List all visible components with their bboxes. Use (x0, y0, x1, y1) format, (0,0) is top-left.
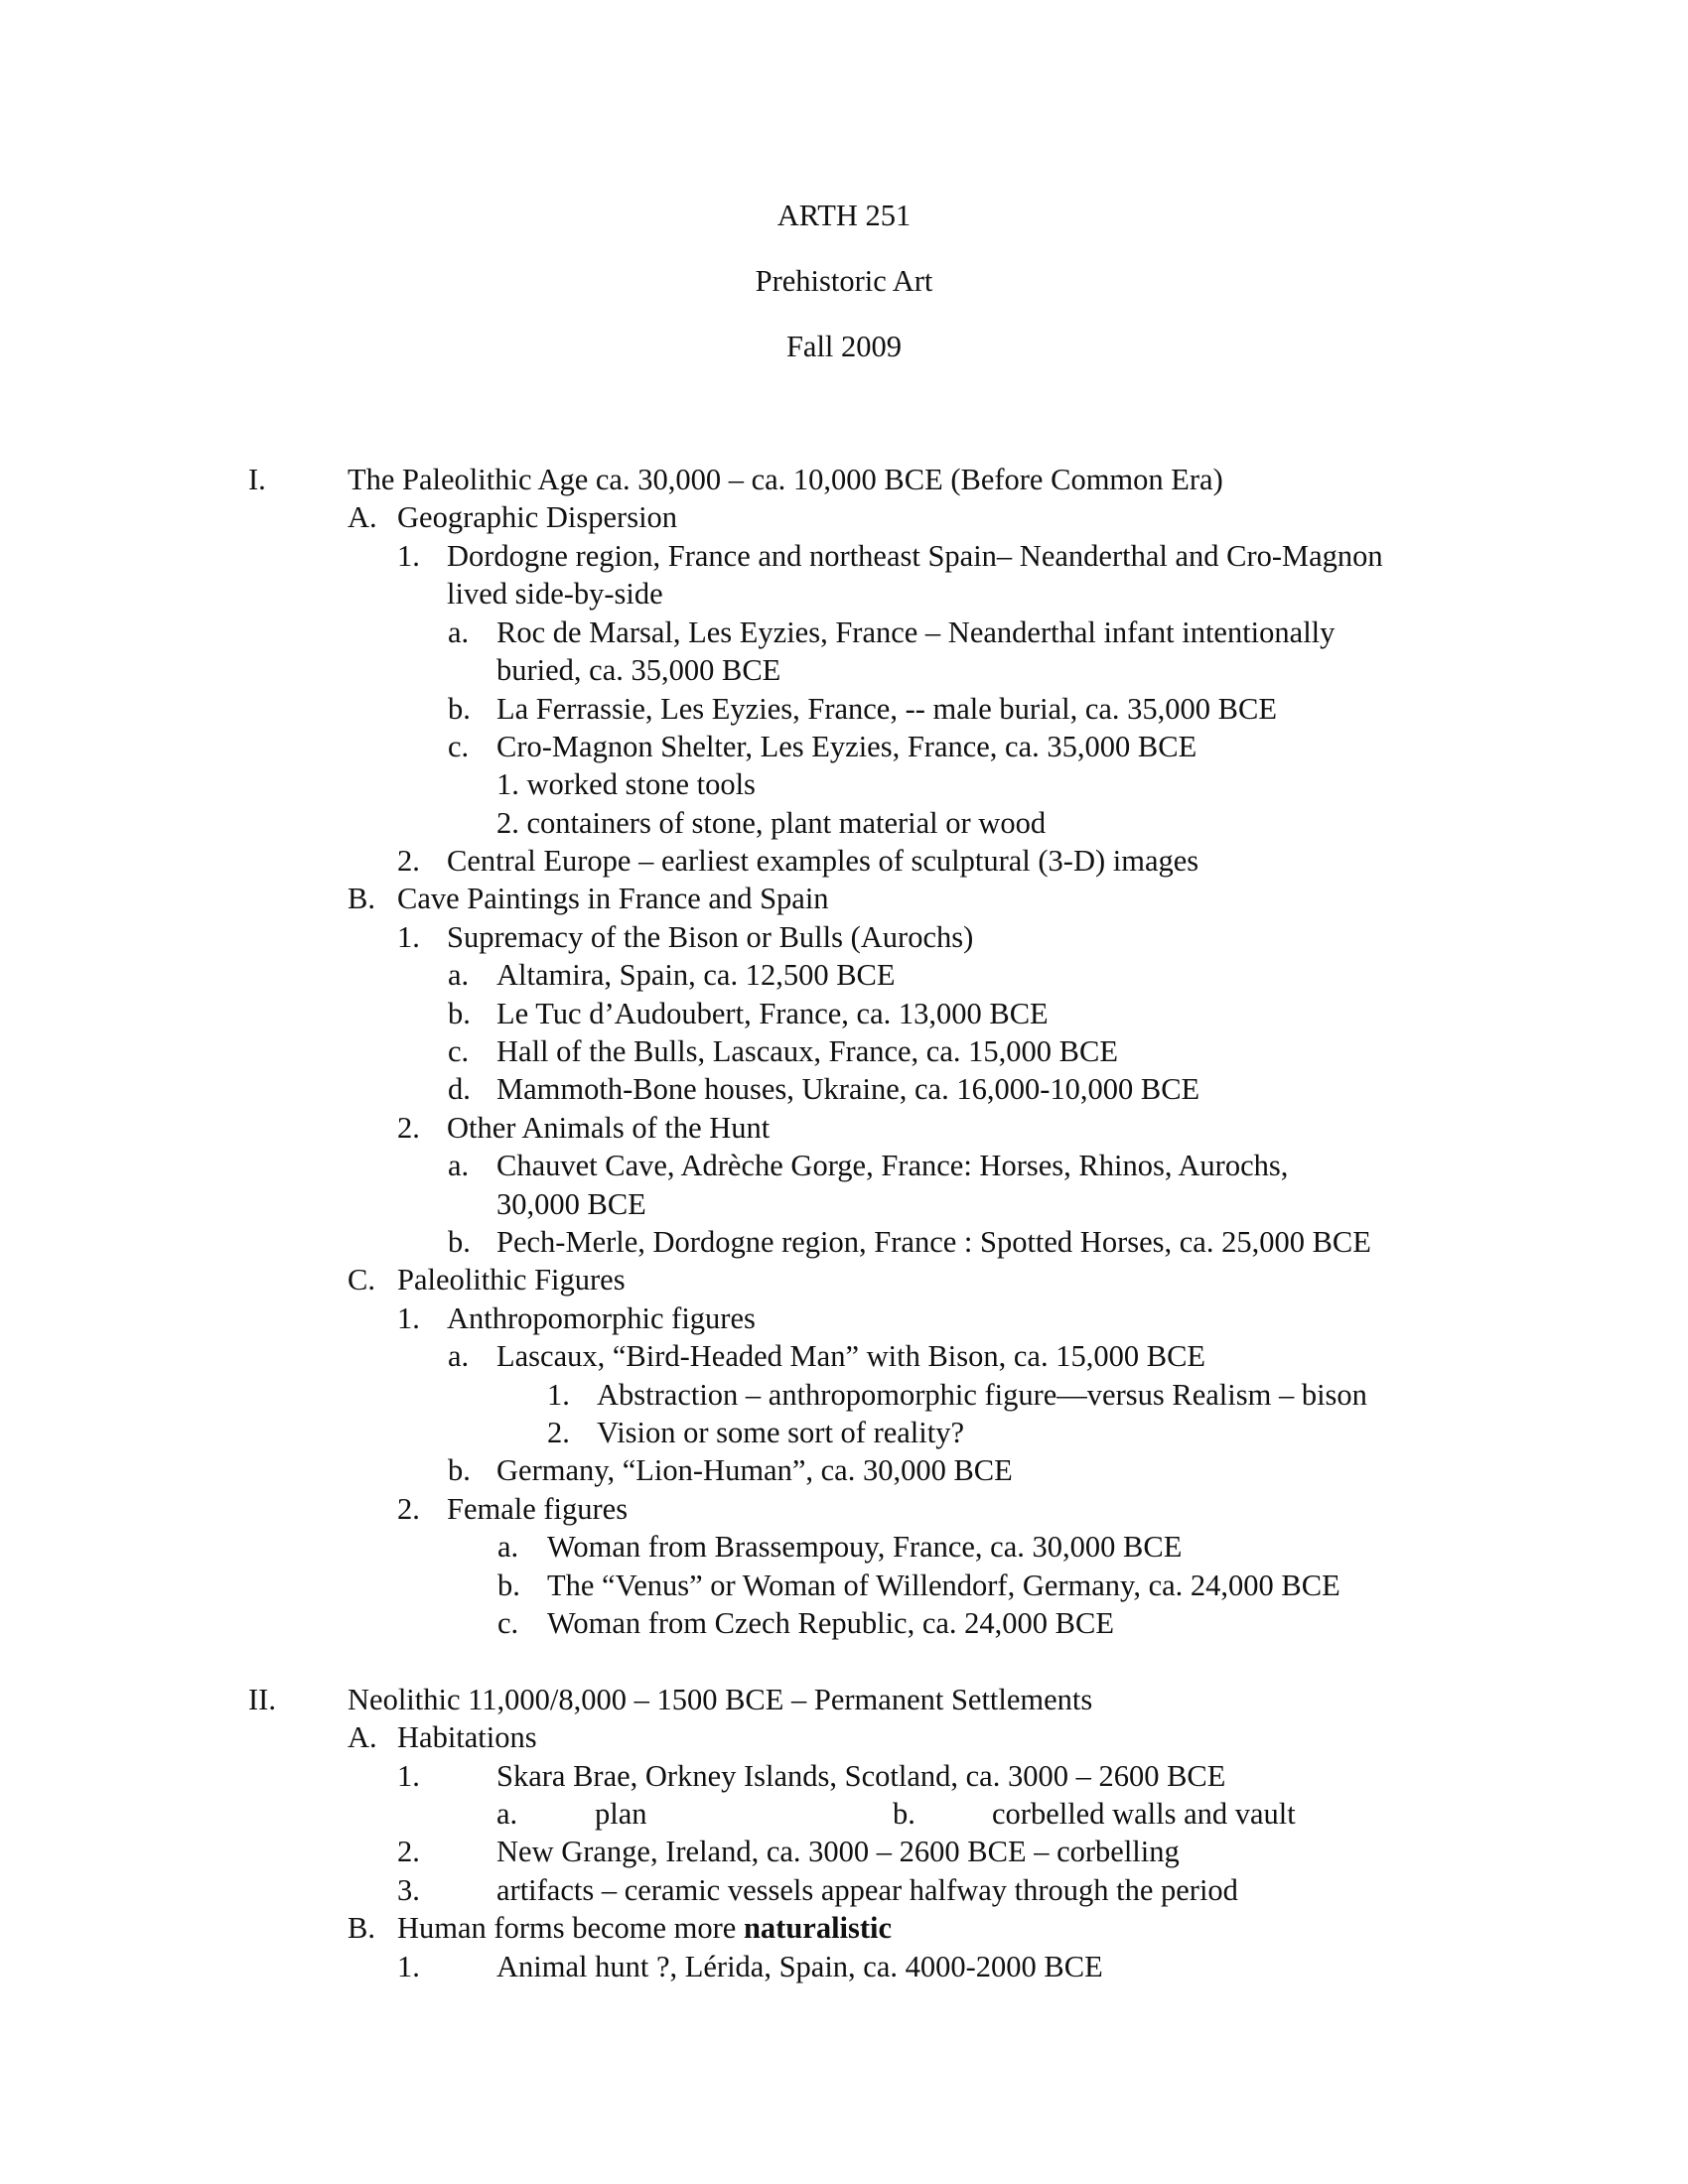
outline-marker: A. (348, 1720, 377, 1754)
outline-text: Le Tuc d’Audoubert, France, ca. 13,000 BCE (496, 997, 1049, 1030)
outline-item-I-B-2-a (0, 1147, 1688, 1184)
outline-item-I-B-1-a (0, 956, 1688, 994)
outline-text: buried, ca. 35,000 BCE (496, 653, 781, 687)
outline-text: Cro-Magnon Shelter, Les Eyzies, France, ca. 35,000 BCE (496, 730, 1197, 763)
document-title: Prehistoric Art (755, 264, 933, 298)
outline-text: The “Venus” or Woman of Willendorf, Germany, ca. 24,000 BCE (547, 1569, 1340, 1602)
outline-marker: 1. (397, 920, 420, 954)
outline-item-I-C-1-a-2 (0, 1414, 1688, 1451)
outline-item-I-C-2 (0, 1490, 1688, 1528)
outline-text: plan (595, 1797, 647, 1831)
outline-marker: I. (248, 463, 266, 496)
outline-text: 2. containers of stone, plant material or wood (496, 806, 1047, 840)
heading-text: Human forms become more (397, 1911, 744, 1945)
outline-marker: b. (448, 1225, 471, 1259)
outline-marker: A. (348, 500, 377, 534)
outline-marker: II. (248, 1683, 276, 1716)
outline-marker: 2. (397, 1835, 420, 1868)
outline-item-II-A (0, 1718, 1688, 1756)
section-heading: The Paleolithic Age ca. 30,000 – ca. 10,000 BCE (Before Common Era) (348, 463, 1223, 496)
subsection-heading: Geographic Dispersion (397, 500, 678, 534)
outline-marker: B. (348, 882, 375, 915)
outline-item-I-B-2-a-cont (0, 1185, 1688, 1223)
outline-item-I-A-1-c-1 (0, 765, 1688, 803)
outline-text: Dordogne region, France and northeast Spain– Neanderthal and Cro-Magnon (447, 539, 1383, 573)
outline-marker: a. (448, 1339, 470, 1373)
outline-item-I-A-1-b (0, 690, 1688, 728)
outline-item-II-B (0, 1909, 1688, 1947)
outline-text: artifacts – ceramic vessels appear halfway through the period (496, 1873, 1238, 1907)
outline-item-I-C-1-b (0, 1451, 1688, 1489)
outline-text: corbelled walls and vault (992, 1797, 1296, 1831)
outline-marker: B. (348, 1911, 375, 1945)
outline-text: Supremacy of the Bison or Bulls (Aurochs) (447, 920, 974, 954)
outline-item-I-C-1 (0, 1299, 1688, 1337)
outline-text: Altamira, Spain, ca. 12,500 BCE (496, 958, 896, 992)
outline-text: Other Animals of the Hunt (447, 1111, 771, 1145)
outline-item-I-B-1-d (0, 1070, 1688, 1108)
outline-text: Animal hunt ?, Lérida, Spain, ca. 4000-2000 BCE (496, 1950, 1103, 1983)
outline-marker: 1. (547, 1378, 570, 1412)
outline-marker: 2. (397, 844, 420, 878)
subsection-heading (397, 1909, 892, 1947)
outline-marker: a. (448, 958, 470, 992)
outline-text: Abstraction – anthropomorphic figure—versus Realism – bison (597, 1378, 1367, 1412)
outline-marker: b. (893, 1797, 915, 1831)
outline-marker: d. (448, 1072, 471, 1106)
outline-text: lived side-by-side (447, 577, 663, 611)
outline-marker: b. (497, 1569, 520, 1602)
outline-item-I-B-1 (0, 918, 1688, 956)
outline-item-I-B-2-b (0, 1223, 1688, 1261)
outline-marker: b. (448, 997, 471, 1030)
outline-item-I-C-2-b (0, 1567, 1688, 1604)
outline-marker: 1. (397, 1950, 420, 1983)
outline-item-I-C-2-a (0, 1528, 1688, 1566)
outline-item-I-B-2 (0, 1109, 1688, 1147)
outline-text: Skara Brae, Orkney Islands, Scotland, ca. 3000 – 2600 BCE (496, 1759, 1226, 1793)
outline-text: La Ferrassie, Les Eyzies, France, -- male burial, ca. 35,000 BCE (496, 692, 1277, 726)
outline-text: Pech-Merle, Dordogne region, France : Spotted Horses, ca. 25,000 BCE (496, 1225, 1371, 1259)
outline-item-I-A-1 (0, 537, 1688, 575)
outline-item-I-A-1-c-2 (0, 804, 1688, 842)
outline-text: 30,000 BCE (496, 1187, 646, 1221)
outline-text: Germany, “Lion-Human”, ca. 30,000 BCE (496, 1453, 1013, 1487)
outline-item-II-A-1 (0, 1757, 1688, 1795)
outline-item-I-A-1-cont (0, 575, 1688, 613)
outline-item-I-C-2-c (0, 1604, 1688, 1642)
outline-marker: 2. (397, 1111, 420, 1145)
outline-item-I-A (0, 498, 1688, 536)
outline-section-I (0, 461, 1688, 498)
course-code: ARTH 251 (776, 199, 912, 232)
outline-item-II-A-2 (0, 1833, 1688, 1870)
outline-text: Chauvet Cave, Adrèche Gorge, France: Horses, Rhinos, Aurochs, (496, 1149, 1289, 1182)
outline-item-I-B-1-c (0, 1032, 1688, 1070)
outline-text: Female figures (447, 1492, 629, 1526)
outline-text: Roc de Marsal, Les Eyzies, France – Neanderthal infant intentionally (496, 615, 1336, 649)
outline-text: Hall of the Bulls, Lascaux, France, ca. 15,000 BCE (496, 1034, 1118, 1068)
outline-marker: 1. (397, 539, 420, 573)
outline-item-I-A-1-a (0, 614, 1688, 651)
outline-marker: 1. (397, 1301, 420, 1335)
subsection-heading: Cave Paintings in France and Spain (397, 882, 829, 915)
outline-marker: a. (448, 1149, 470, 1182)
outline-text: Central Europe – earliest examples of sculptural (3-D) images (447, 844, 1199, 878)
outline-text: Anthropomorphic figures (447, 1301, 756, 1335)
outline-marker: c. (448, 730, 470, 763)
outline-text: Woman from Brassempouy, France, ca. 30,000 BCE (547, 1530, 1183, 1564)
outline-marker: a. (497, 1530, 519, 1564)
outline-marker: a. (496, 1797, 518, 1831)
outline-section-II (0, 1681, 1688, 1718)
outline-marker: c. (448, 1034, 470, 1068)
outline-marker: b. (448, 692, 471, 726)
outline-item-I-C (0, 1261, 1688, 1298)
outline-marker: 1. (397, 1759, 420, 1793)
outline-item-I-A-2 (0, 842, 1688, 880)
outline-marker: b. (448, 1453, 471, 1487)
outline-item-II-A-3 (0, 1871, 1688, 1909)
outline-item-I-C-1-a-1 (0, 1376, 1688, 1414)
outline-marker: c. (497, 1606, 519, 1640)
term: Fall 2009 (785, 330, 903, 363)
outline-item-I-A-1-c (0, 728, 1688, 765)
outline-item-II-A-1-ab (0, 1795, 1688, 1833)
outline-text: Woman from Czech Republic, ca. 24,000 BCE (547, 1606, 1114, 1640)
outline-text: Mammoth-Bone houses, Ukraine, ca. 16,000-10,000 BCE (496, 1072, 1200, 1106)
emphasized-term: naturalistic (743, 1911, 893, 1945)
outline-marker: 3. (397, 1873, 420, 1907)
outline-marker: a. (448, 615, 470, 649)
subsection-heading: Habitations (397, 1720, 537, 1754)
outline-item-I-A-1-a-cont (0, 651, 1688, 689)
outline-text: New Grange, Ireland, ca. 3000 – 2600 BCE – corbelling (496, 1835, 1180, 1868)
outline-item-I-C-1-a (0, 1337, 1688, 1375)
outline-text: Vision or some sort of reality? (597, 1416, 965, 1449)
outline-marker: 2. (547, 1416, 570, 1449)
outline-text: 1. worked stone tools (496, 767, 756, 801)
outline-item-I-B (0, 880, 1688, 917)
outline-item-II-B-1 (0, 1948, 1688, 1985)
subsection-heading: Paleolithic Figures (397, 1263, 626, 1297)
outline-text: Lascaux, “Bird-Headed Man” with Bison, ca. 15,000 BCE (496, 1339, 1206, 1373)
section-heading: Neolithic 11,000/8,000 – 1500 BCE – Permanent Settlements (348, 1683, 1093, 1716)
outline-marker: 2. (397, 1492, 420, 1526)
outline-marker: C. (348, 1263, 375, 1297)
outline-item-I-B-1-b (0, 995, 1688, 1032)
